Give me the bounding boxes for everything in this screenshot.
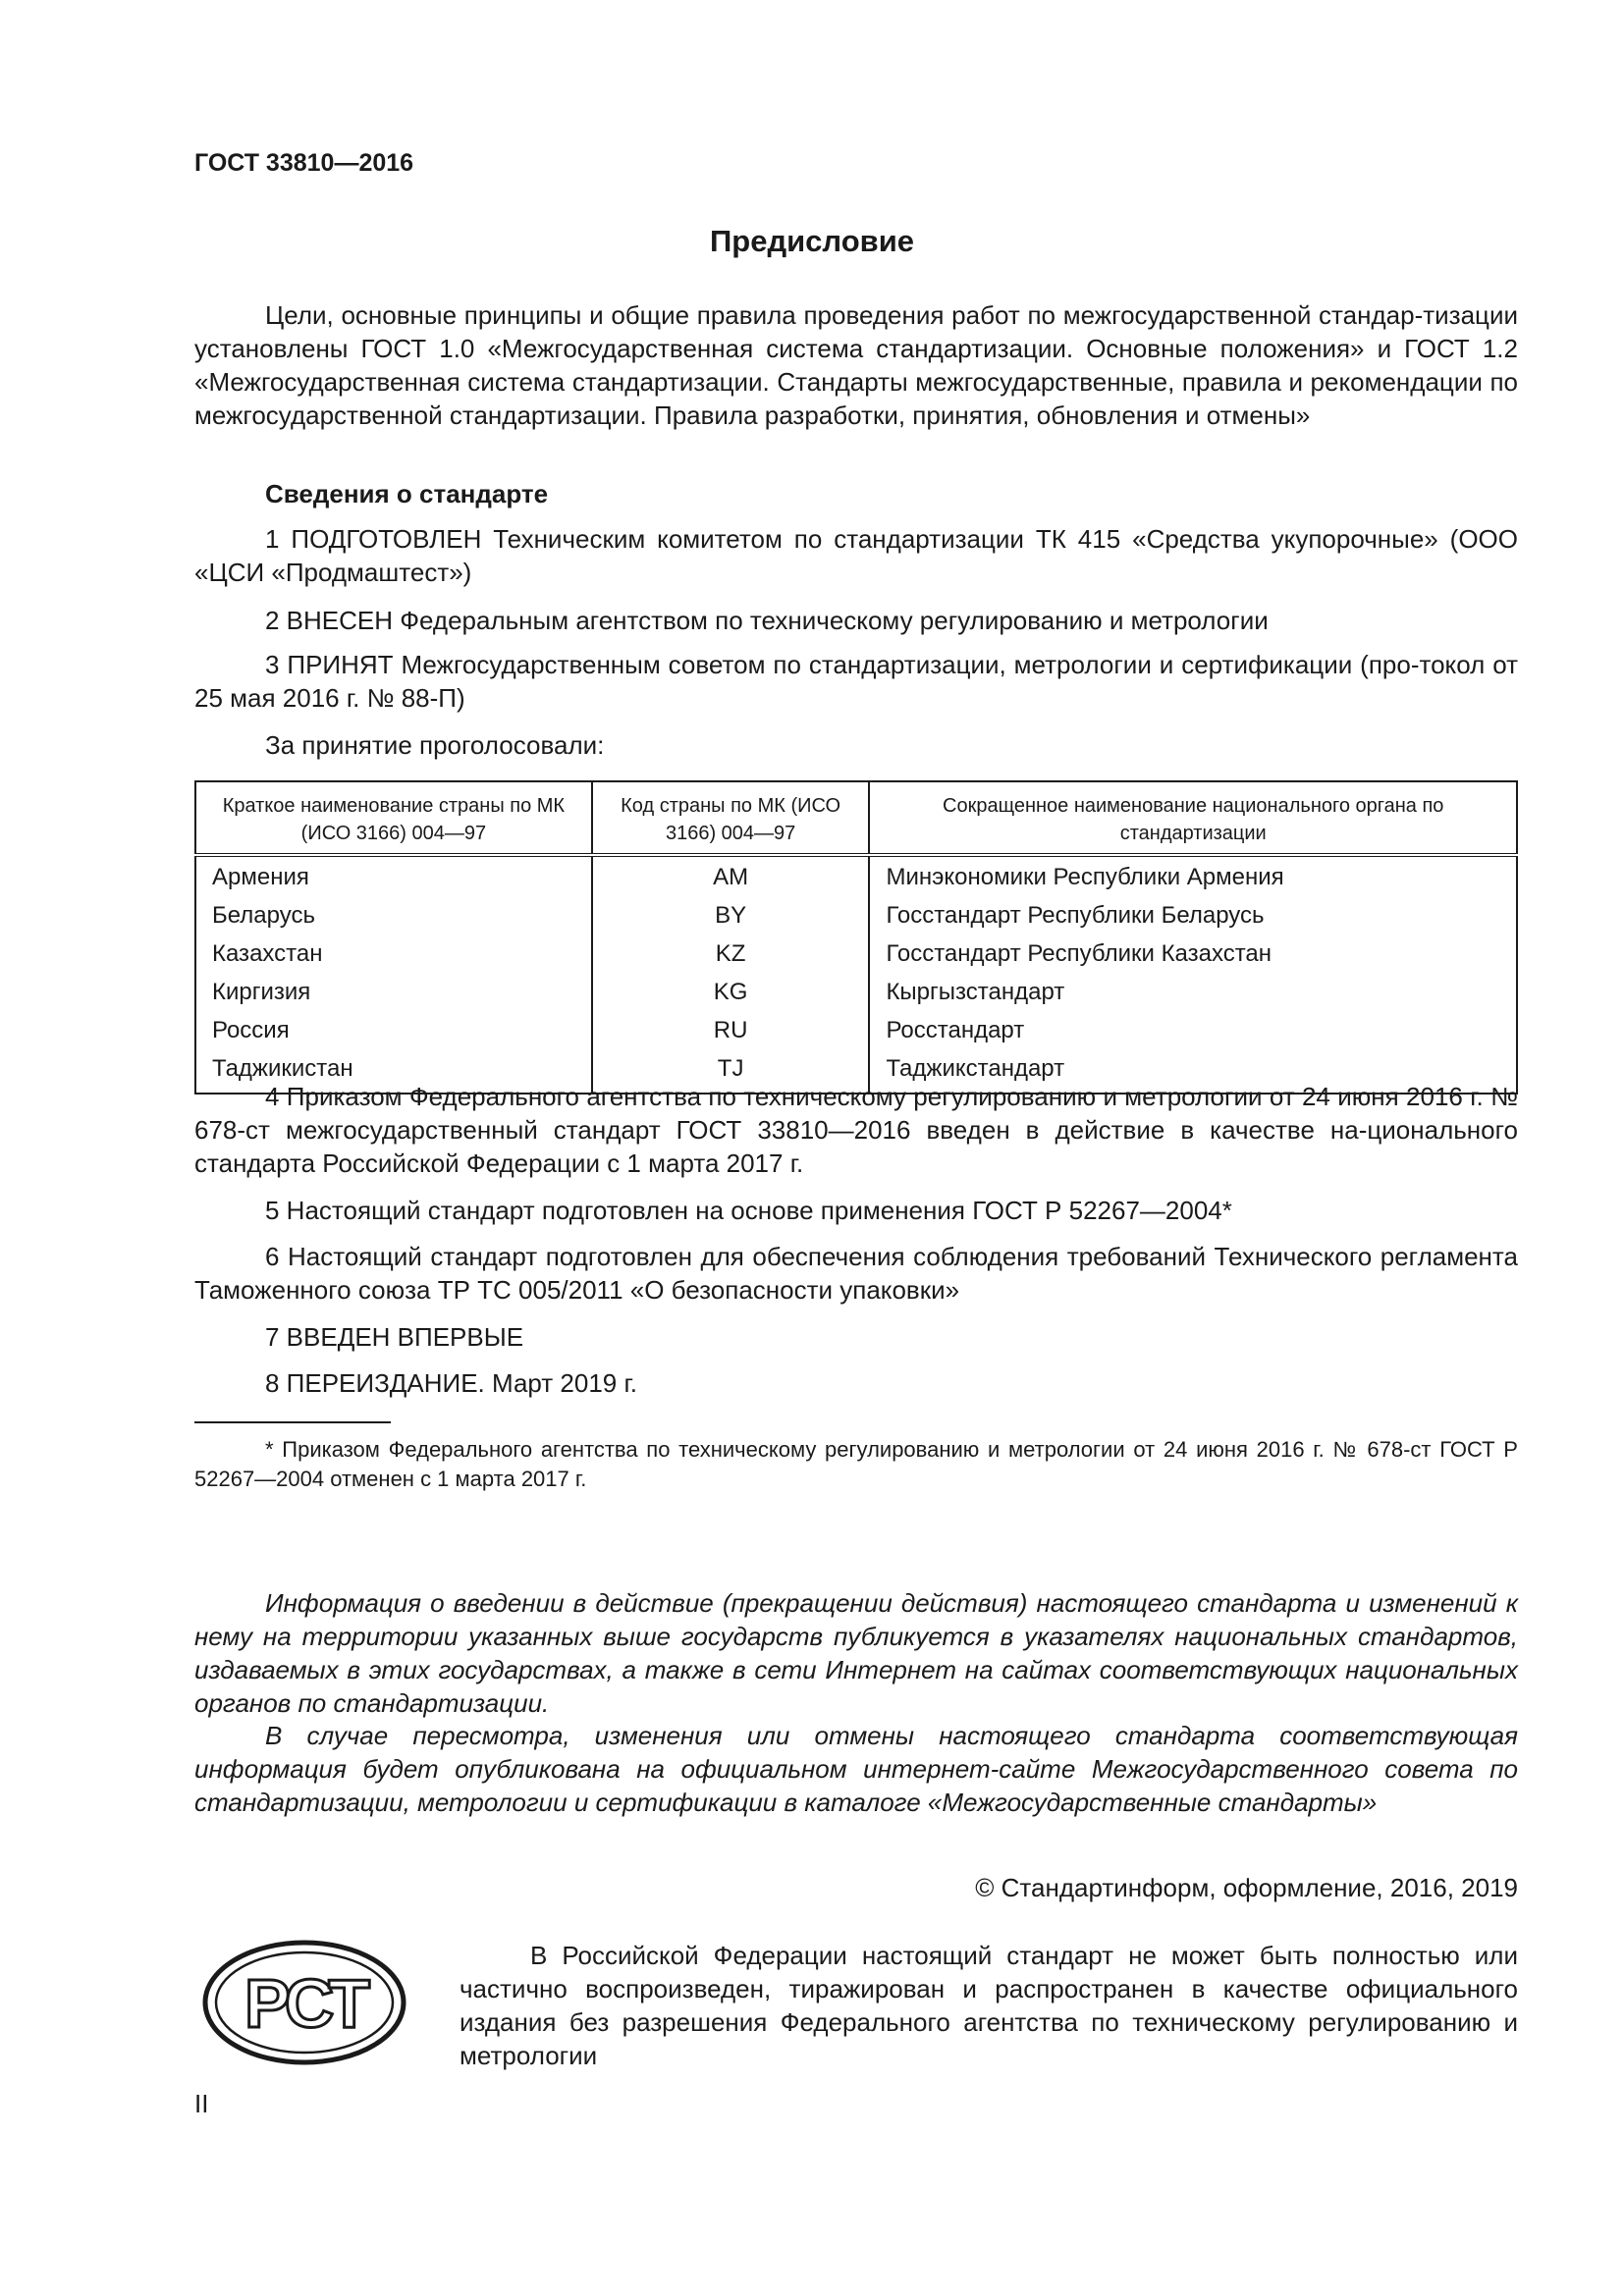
country-cell: Россия: [212, 1017, 290, 1043]
body-cell: Кыргызстандарт: [869, 972, 1517, 1010]
table-header-row: [195, 781, 1517, 855]
info-item-text: 5 Настоящий стандарт подготовлен на основе применения ГОСТ Р 52267—2004*: [265, 1196, 1232, 1225]
standard-info-heading-block: [194, 477, 1518, 510]
code-cell: RU: [592, 1010, 870, 1048]
standard-info-item-2: [194, 604, 1518, 637]
body-cell: Госстандарт Республики Беларусь: [869, 895, 1517, 934]
notice-block-2: [194, 1719, 1518, 1819]
body-cell: Госстандарт Республики Казахстан: [869, 934, 1517, 972]
table-row: [195, 895, 1517, 934]
body-cell: Росстандарт: [869, 1010, 1517, 1048]
svg-text:PCT: PCT: [244, 1965, 364, 2042]
standard-info-item-3: [194, 648, 1518, 715]
body-cell: Таджикстандарт: [869, 1048, 1517, 1094]
column-header-code: Код страны по МК (ИСО 3166) 004—97: [592, 781, 870, 855]
country-cell: Киргизия: [212, 979, 311, 1005]
code-cell: KG: [592, 972, 870, 1010]
standard-info-item-8: [194, 1366, 1518, 1400]
standard-info-item-7: [194, 1320, 1518, 1354]
intro-paragraph: Цели, основные принципы и общие правила проведения работ по межгосударственной стандар-тизации установлены ГОСТ 1.0 «Межгосударственная система стандартизации. Основные положения» и ГОСТ 1.2 «Межгосударственная система стандартизации. Стандарты межгосударственные, правила и рекомендации по межгосударственной стандартизации. Правила разработки, принятия, обновления и отмены»: [194, 300, 1518, 430]
rights-block: [460, 1939, 1518, 2072]
info-item-text: 6 Настоящий стандарт подготовлен для обеспечения соблюдения требований Технического регламента Таможенного союза ТР ТС 005/2011 «О безопасности упаковки»: [194, 1242, 1518, 1305]
rst-logo-icon: [201, 1939, 407, 2066]
notice-block-1: [194, 1586, 1518, 1720]
country-cell: Беларусь: [212, 902, 315, 929]
standard-info-item-5: [194, 1194, 1518, 1227]
member-states-table: [194, 780, 1518, 1095]
info-item-text: 1 ПОДГОТОВЛЕН Техническим комитетом по стандартизации ТК 415 «Средства укупорочные» (ООО «ЦСИ «Продмаштест»): [194, 524, 1518, 587]
code-cell: TJ: [592, 1048, 870, 1094]
body-cell: Минэкономики Республики Армения: [869, 855, 1517, 895]
notice-paragraph: В случае пересмотра, изменения или отмены настоящего стандарта соответствующая информация будет опубликована на официальном интернет-сайте Межгосударственного совета по стандартизации, метрологии и сертификации в каталоге «Межгосударственные стандарты»: [194, 1721, 1518, 1817]
page-number: II: [194, 2089, 209, 2118]
rights-text: В Российской Федерации настоящий стандарт не может быть полностью или частично воспроизведен, тиражирован и распространен в качестве официального издания без разрешения Федерального агентства по техническому регулированию и метрологии: [460, 1941, 1518, 2070]
footnote-text: * Приказом Федерального агентства по техническому регулированию и метрологии от 24 июня 2016 г. № 678-ст ГОСТ Р 52267—2004 отменен с 1 марта 2017 г.: [194, 1437, 1518, 1491]
table-row: [195, 972, 1517, 1010]
column-header-country: Краткое наименование страны по МК (ИСО 3166) 004—97: [195, 781, 592, 855]
standard-info-item-4: [194, 1080, 1518, 1180]
document-code: ГОСТ 33810—2016: [194, 149, 414, 177]
vote-label-block: [194, 728, 1518, 762]
info-item-text: 7 ВВЕДЕН ВПЕРВЫЕ: [265, 1322, 524, 1352]
intro-section: [194, 298, 1518, 432]
table-row: [195, 934, 1517, 972]
info-item-text: 2 ВНЕСЕН Федеральным агентством по техническому регулированию и метрологии: [265, 606, 1269, 635]
footnote-divider: [194, 1421, 391, 1423]
info-item-text: 8 ПЕРЕИЗДАНИЕ. Март 2019 г.: [265, 1368, 638, 1398]
country-cell: Армения: [212, 864, 309, 890]
country-cell: Таджикистан: [212, 1055, 353, 1082]
info-item-text: 3 ПРИНЯТ Межгосударственным советом по стандартизации, метрологии и сертификации (про-токол от 25 мая 2016 г. № 88-П): [194, 650, 1518, 713]
standard-info-item-6: [194, 1240, 1518, 1307]
standard-info-heading: Сведения о стандарте: [265, 479, 549, 508]
code-cell: KZ: [592, 934, 870, 972]
copyright-line: © Стандартинформ, оформление, 2016, 2019: [975, 1873, 1518, 1902]
code-cell: AM: [592, 855, 870, 895]
code-cell: BY: [592, 895, 870, 934]
footnote-block: [194, 1435, 1518, 1494]
table-row: [195, 855, 1517, 895]
standard-info-item-1: [194, 522, 1518, 589]
country-cell: Казахстан: [212, 940, 323, 967]
column-header-body: Сокращенное наименование национального органа по стандартизации: [869, 781, 1517, 855]
table-row: [195, 1010, 1517, 1048]
page-title: Предисловие: [709, 224, 914, 258]
info-item-text: 4 Приказом Федерального агентства по техническому регулированию и метрологии от 24 июня 2016 г. № 678-ст межгосударственный стандарт ГОСТ 33810—2016 введен в действие в качестве на-ционального стандарта Российской Федерации с 1 марта 2017 г.: [194, 1082, 1518, 1178]
vote-label: За принятие проголосовали:: [265, 730, 605, 760]
notice-paragraph: Информация о введении в действие (прекращении действия) настоящего стандарта и изменений к нему на территории указанных выше государств публикуется в указателях национальных стандартов, издаваемых в этих государствах, а также в сети Интернет на сайтах соответствующих национальных органов по стандартизации.: [194, 1588, 1518, 1718]
